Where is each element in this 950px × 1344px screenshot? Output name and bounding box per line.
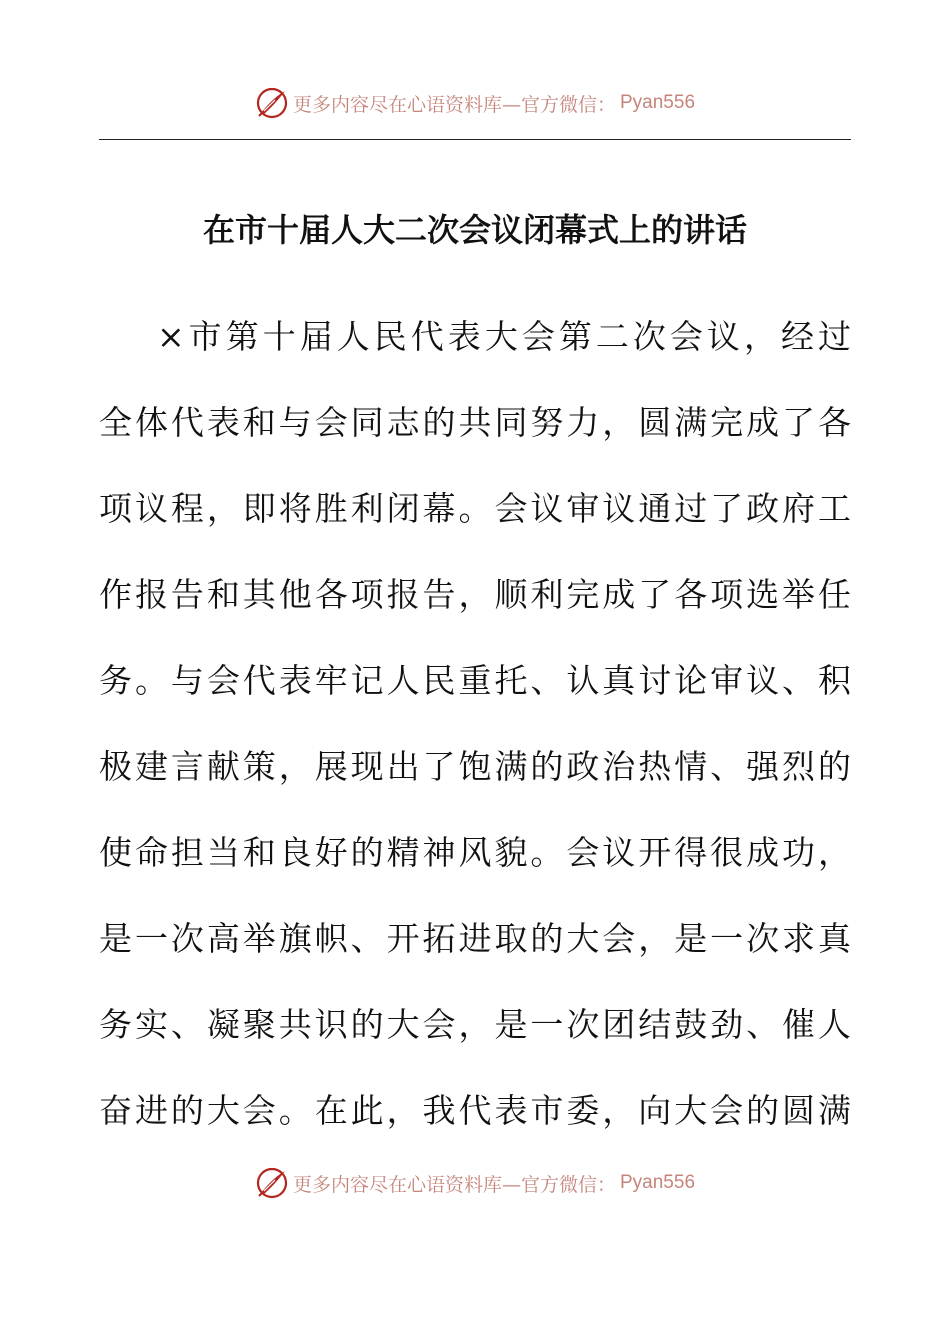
- body-line: 是一次高举旗帜、开拓进取的大会，是一次求真: [99, 919, 851, 958]
- banner-text: 更多内容尽在心语资料库—官方微信：: [292, 93, 616, 116]
- body-line: 全体代表和与会同志的共同努力，圆满完成了各: [99, 403, 851, 442]
- quill-pen-logo-icon: [255, 1166, 289, 1200]
- body-line: 作报告和其他各项报告，顺利完成了各项选举任: [99, 575, 851, 614]
- footer-banner: [0, 1163, 950, 1203]
- wechat-handle: Pyan556: [620, 1172, 696, 1193]
- quill-pen-logo-icon: [255, 86, 289, 120]
- body-line: ×市第十届人民代表大会第二次会议，经过: [157, 317, 851, 356]
- document-title: 在市十届人大二次会议闭幕式上的讲话: [202, 211, 747, 249]
- body-line: 务。与会代表牢记人民重托、认真讨论审议、积: [99, 661, 851, 700]
- document-body: [99, 308, 851, 1168]
- body-line: 务实、凝聚共识的大会，是一次团结鼓劲、催人: [99, 1005, 851, 1044]
- wechat-handle: Pyan556: [620, 92, 696, 113]
- header-divider: [99, 139, 851, 140]
- body-line: 项议程，即将胜利闭幕。会议审议通过了政府工: [99, 489, 851, 528]
- body-line: 极建言献策，展现出了饱满的政治热情、强烈的: [99, 747, 851, 786]
- header-banner: [0, 83, 950, 123]
- banner-text: 更多内容尽在心语资料库—官方微信：: [292, 1173, 616, 1196]
- body-line: 奋进的大会。在此，我代表市委，向大会的圆满: [99, 1091, 851, 1130]
- body-line: 使命担当和良好的精神风貌。会议开得很成功，: [99, 833, 851, 872]
